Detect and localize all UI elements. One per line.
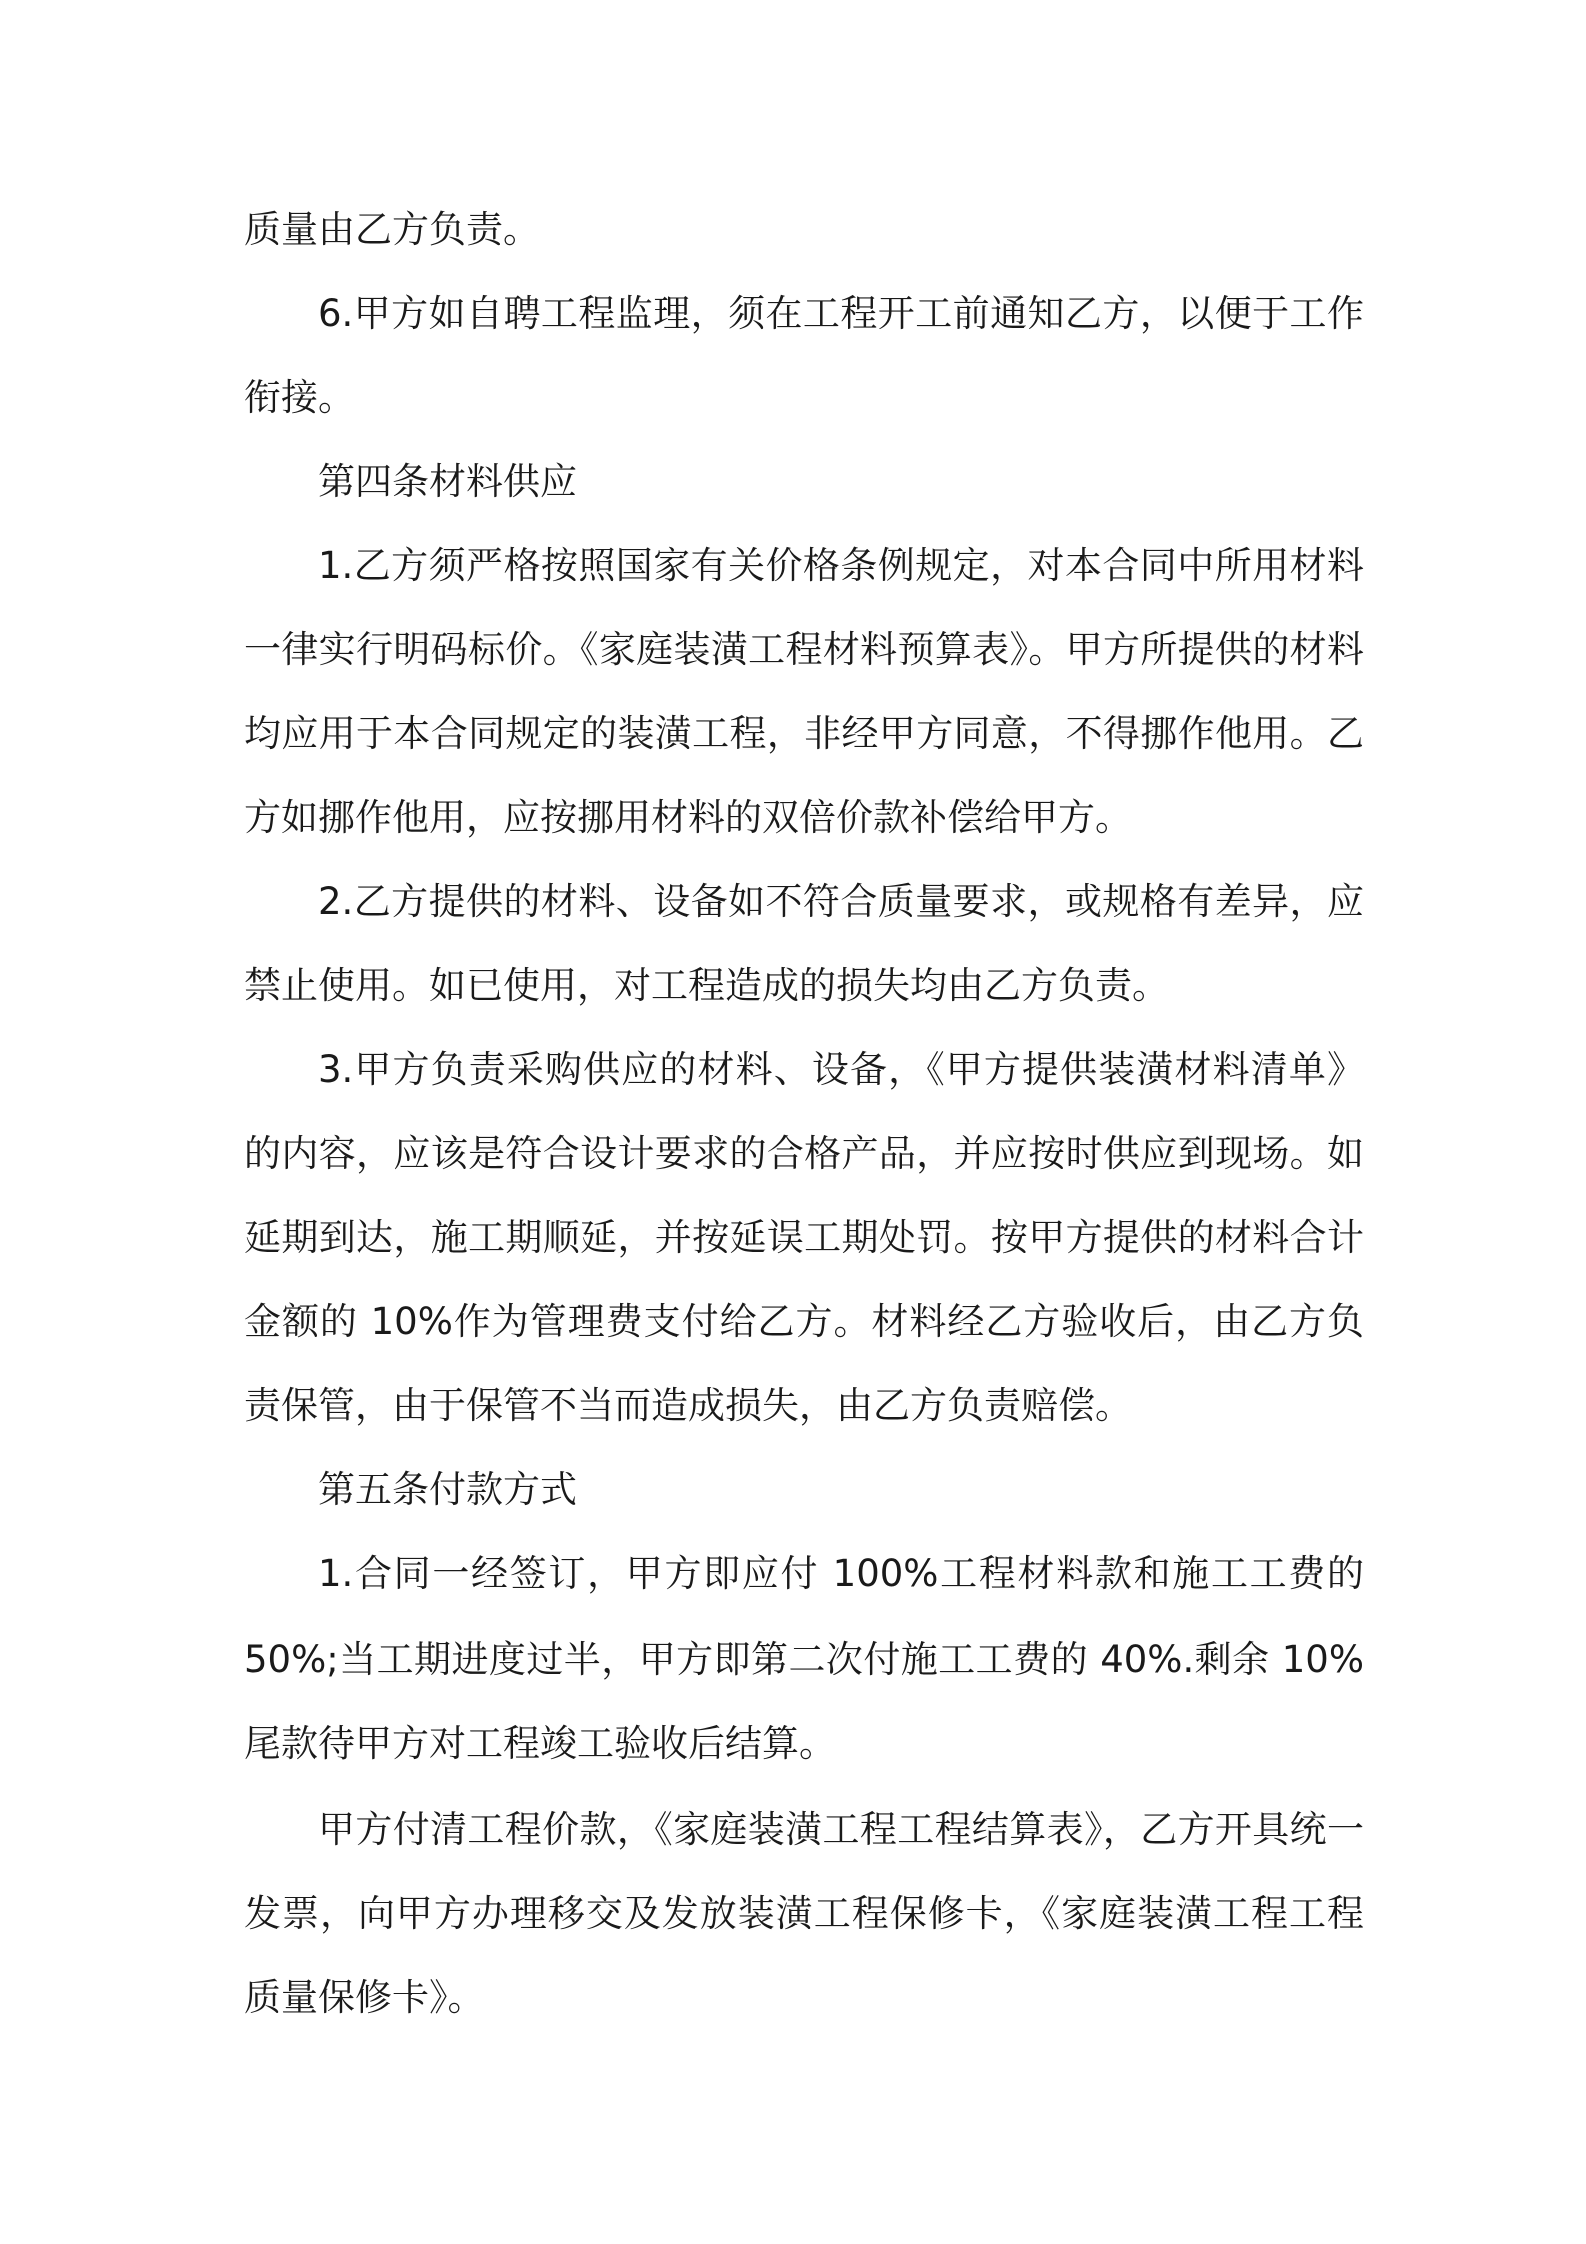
paragraph-line: 50%;当工期进度过半，甲方即第二次付施工工费的 40%.剩余 10%: [244, 1638, 1364, 1681]
paragraph-line: 均应用于本合同规定的装潢工程，非经甲方同意，不得挪作他用。乙: [244, 712, 1364, 755]
paragraph-line: 衔接。: [244, 376, 355, 419]
paragraph-line: 2.乙方提供的材料、设备如不符合质量要求，或规格有差异，应: [318, 880, 1364, 923]
paragraph-line: 责保管，由于保管不当而造成损失，由乙方负责赔偿。: [244, 1384, 1132, 1427]
paragraph-line: 发票，向甲方办理移交及发放装潢工程保修卡，《家庭装潢工程工程: [244, 1892, 1364, 1935]
paragraph-line: 1.合同一经签订，甲方即应付 100%工程材料款和施工工费的: [318, 1552, 1364, 1595]
paragraph-line: 延期到达，施工期顺延，并按延误工期处罚。按甲方提供的材料合计: [244, 1216, 1364, 1259]
paragraph-line: 金额的 10%作为管理费支付给乙方。材料经乙方验收后，由乙方负: [244, 1300, 1364, 1343]
section-heading: 第四条材料供应: [318, 460, 577, 503]
paragraph-line: 1.乙方须严格按照国家有关价格条例规定，对本合同中所用材料: [318, 544, 1364, 587]
paragraph-line: 尾款待甲方对工程竣工验收后结算。: [244, 1722, 836, 1765]
paragraph-line: 方如挪作他用，应按挪用材料的双倍价款补偿给甲方。: [244, 796, 1132, 839]
paragraph-line: 甲方付清工程价款，《家庭装潢工程工程结算表》，乙方开具统一: [318, 1808, 1364, 1851]
section-heading: 第五条付款方式: [318, 1468, 577, 1511]
paragraph-line: 的内容，应该是符合设计要求的合格产品，并应按时供应到现场。如: [244, 1132, 1364, 1175]
paragraph-line: 3.甲方负责采购供应的材料、设备，《甲方提供装潢材料清单》: [318, 1048, 1364, 1091]
paragraph-line: 质量保修卡》。: [244, 1976, 485, 2019]
paragraph-line: 6.甲方如自聘工程监理，须在工程开工前通知乙方，以便于工作: [318, 292, 1364, 335]
paragraph-line: 一律实行明码标价。《家庭装潢工程材料预算表》。甲方所提供的材料: [244, 628, 1364, 671]
paragraph-line: 禁止使用。如已使用，对工程造成的损失均由乙方负责。: [244, 964, 1169, 1007]
paragraph-line: 质量由乙方负责。: [244, 208, 540, 251]
